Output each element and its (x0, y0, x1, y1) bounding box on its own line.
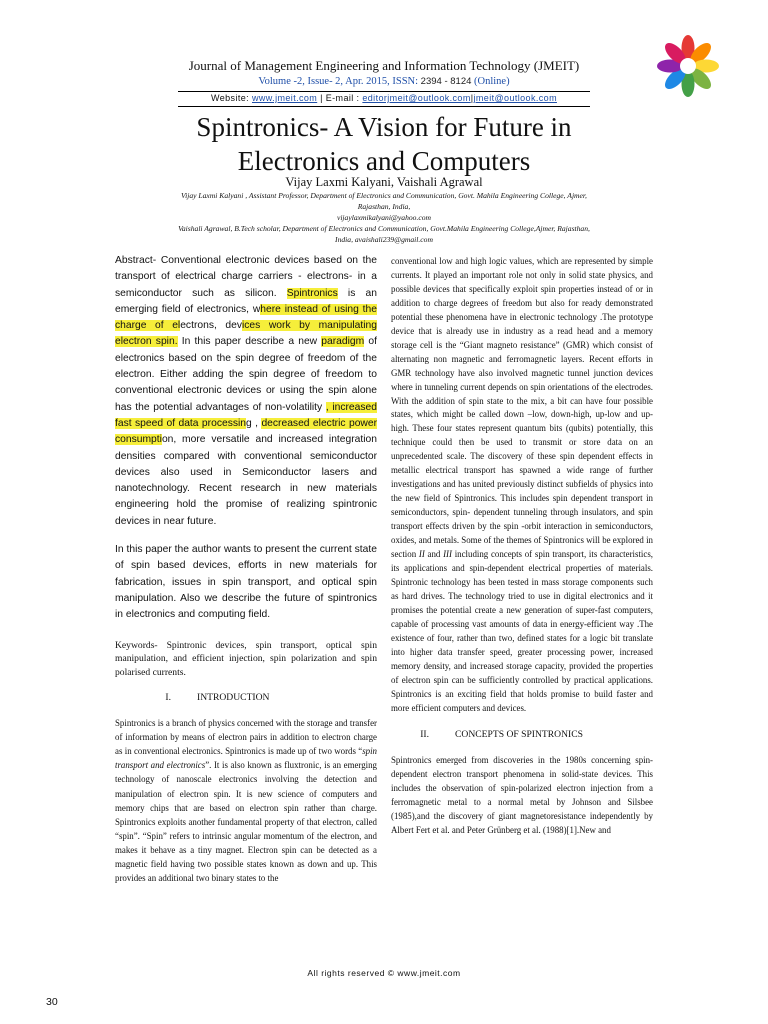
highlight: here instead of using the charge of el (115, 303, 377, 332)
emphasis-text: II (418, 549, 425, 560)
introduction-paragraph (115, 716, 377, 885)
website-line (120, 93, 648, 103)
abstract-text: In this paper describe a new (177, 336, 322, 348)
abstract-text: of electronics based on the spin degree of freedom of the electron. Either adding the spin degree of freedom to conventional electronic devices or using the spin alone has the potential advantages of non-volatility (115, 336, 377, 413)
section-heading-introduction (115, 692, 377, 703)
section-number: II. (420, 729, 429, 741)
abstract-text: on, more versatile and increased integration densities compared with conventional semiconductor devices also used in Semiconductor lasers and nanotechnology. Recent research in new materials engineering hold the promise of realizing spintronic devices in near future. (115, 434, 377, 527)
highlight: paradigm (321, 336, 365, 348)
right-column (391, 255, 653, 838)
volume-text: Volume -2, Issue- 2, Apr. 2015, ISSN: (258, 76, 419, 87)
affiliation-1-line-1: Vijay Laxmi Kalyani , Assistant Professor, Department of Electronics and Communication, Govt. Mahila Engineering College, Ajmer, (181, 191, 587, 200)
email-separator: | (470, 93, 474, 103)
affiliations (110, 190, 658, 245)
affiliation-1-email: vijaylaxmikalyani@yahoo.com (336, 213, 432, 222)
highlight: decreased electric power consumpti (115, 417, 378, 446)
body-paragraph-2: Spintronics emerged from discoveries in the 1980s concerning spin-dependent electron transport phenomena in solid-state devices. This includes the observation of spin-polarized electron injection from a ferromagnetic metal to a normal metal by Johnson and Silsbee (1985),and the discovery of giant magnetoresistance independently by Albert Fert et al. and Peter Grünberg et al. (1988)[1].New and (391, 755, 653, 836)
footer-rights: All rights reserved © www.jmeit.com (307, 968, 461, 978)
abstract-paragraph-2: In this paper the author wants to present the current state of spin based devices, efforts in new materials for fabrication, issues in spin transport, and optical spin manipulation. Also we describe the future of spintronics in electronics and computing field. (115, 544, 377, 621)
abstract-text: ectrons, dev (180, 320, 242, 332)
paper-authors: Vijay Laxmi Kalyani, Vaishali Agrawal (285, 175, 483, 189)
abstract-text: is an emerging field of electronics, w (115, 287, 377, 315)
online-text: (Online) (474, 76, 510, 87)
header-rule-bottom (178, 106, 590, 107)
section-heading-concepts (391, 729, 653, 740)
highlight: Spintronics (286, 287, 338, 299)
keywords: Keywords- Spintronic devices, spin transport, optical spin manipulation, and efficient injection, spin polarization and spin polarised currents. (115, 639, 377, 678)
highlight: ices work by manipulating electron spin. (115, 320, 377, 348)
body-text: and (424, 549, 444, 560)
title-line-1: Spintronics- A Vision for Future in (196, 112, 572, 142)
body-text: conventional low and high logic values, which are represented by simple currents. It played an important role not only in solid state physics, and possible devices that specifically exploit spin properties instead of or in addition to charge degrees of freedom but also for ready demonstrated potential these phenomena have in electronic technology .The prototype device that is already use in industry as a read head and a memory storage cell is the “Giant magneto resistance” (GMR) which consist of alternating non magnetic and ferromagnetic layers. Recent efforts in GMR technology have also involved magnetic tunnel junction devices where in tunneling current depends on spin orientations of the electrodes. With the addition of spin state to the mix, a bit can have four possible states, which might be called down –low, down-high, up-low and up-high. These four states represent quantum bits (qubits) potentially, this technique could then be used to transmit or store data on an unprecedented scale. The discovery of these spin dependent effects in metallic electrical transport has spawned a wide range of further investigations and has united previously distinct subfields of physics into the new field of Spintronics. This includes spin dependent transport in semiconductors, spin- dependent tunneling through insulators, and spin transport effects driven by the spin -orbit interaction in semiconductors, oxides, and metals. Some of the themes of Spintronics will be explored in section (391, 256, 653, 560)
header-rule-top (178, 91, 590, 92)
logo-center (680, 58, 696, 74)
highlight: , increased fast speed of data processin (115, 401, 377, 429)
body-paragraph-1 (391, 255, 653, 715)
email-label: | E-mail : (320, 93, 360, 103)
left-column (115, 253, 377, 885)
abstract (115, 253, 377, 624)
website-label: Website: (211, 93, 250, 103)
abstract-paragraph-1 (115, 253, 377, 530)
section-number: I. (165, 692, 171, 704)
section-title: INTRODUCTION (197, 692, 270, 704)
body-text: Spintronics is a branch of physics concerned with the storage and transfer of information by means of electron pairs in addition to electron charge as in conventional electronics. Spintronics is made up of two words “ (115, 718, 377, 757)
email-link-editor[interactable]: editorjmeit@outlook.com (362, 93, 471, 103)
emphasis-text: spin transport and electronics (115, 746, 377, 771)
abstract-text: g , (246, 417, 262, 429)
abstract-text: Abstract- Conventional electronic devices based on the transport of electrical charge carriers - electrons- in a semiconductor such as silicon. (115, 255, 377, 299)
page-number: 30 (46, 996, 58, 1008)
body-text: including concepts of spin transport, its characteristics, its applications and spin-dependent electrical properties of materials. Spintronic technology has been tested in mass storage components such as hard drives. The technology tried to use in digital electronics and it promises the potential create a new generation of super-fast computers, capable of processing vast amounts of data in energy-efficient way .The existence of four, rather than two, defined states for a logic bit translate into higher data transfer speed, greater processing power, increased memory density, and increased storage capacity, provided the properties of electron spin can be sufficiently controlled by practical applications. Spintronics is an exciting field that holds promise to build faster and more efficient computers and devices. (391, 549, 653, 713)
journal-name: Journal of Management Engineering and Information Technology (JMEIT) (188, 58, 580, 73)
body-text: ”. It is also known as fluxtronic, is an emerging technology of nanoscale electronics involving the detection and manipulation of electron spin. It is new science of computers and memory chips that are based on electron spin rather than charge. Spintronics exploits another fundamental property of that electron, called “spin”. “Spin” refers to intrinsic angular momentum of the electron, and makes it behave as a tiny magnet. Electron spin can be detected as a magnetic field having two possible states known as down and up. This provides an additional two binary states to the (115, 760, 377, 884)
emphasis-text: III (443, 549, 452, 560)
affiliation-1-line-2: Rajasthan, India, (357, 202, 411, 211)
issn-text: 2394 - 8124 (420, 76, 472, 87)
volume-line (120, 76, 648, 87)
title-line-2: Electronics and Computers (237, 146, 531, 176)
journal-logo-icon (652, 30, 724, 102)
affiliation-2-line-2: India, avaishali239@gmail.com (335, 235, 433, 244)
section-title: CONCEPTS OF SPINTRONICS (455, 729, 583, 741)
email-link-jmeit[interactable]: jmeit@outlook.com (473, 93, 557, 103)
affiliation-2-line-1: Vaishali Agrawal, B.Tech scholar, Department of Electronics and Communication, Govt.Mahila Engineering College,Ajmer, Rajasthan, (178, 224, 590, 233)
paper-title (100, 110, 668, 178)
website-link[interactable]: www.jmeit.com (251, 93, 318, 103)
